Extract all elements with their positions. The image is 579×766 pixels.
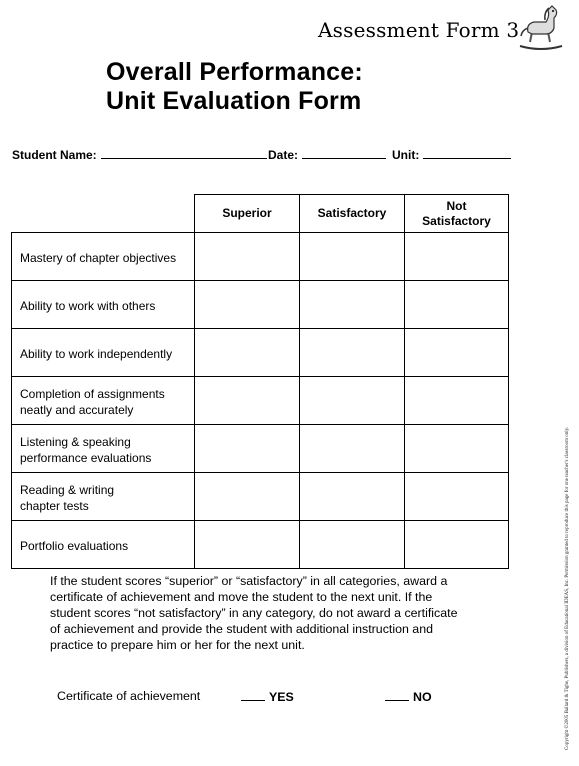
rating-cell-satisfactory[interactable]: [300, 473, 405, 521]
title-line-1: Overall Performance:: [106, 58, 363, 86]
table-header-row: [12, 195, 509, 233]
instructions-paragraph: If the student scores “superior” or “satisfactory” in all categories, award a certificate of achievement and move the student to the next unit. If the student scores “not satisfactory” in any category, do not award a certificate of achievement and provide the student with additional instruction and practice to prepare him or her for the next unit.: [50, 574, 458, 652]
table-row: [12, 233, 509, 281]
criterion-text: Completion of assignments: [20, 386, 165, 401]
rating-cell-not-satisfactory[interactable]: [405, 473, 509, 521]
header-blank-cell: [12, 195, 195, 233]
rating-cell-not-satisfactory[interactable]: [405, 377, 509, 425]
column-header-superior: Superior: [195, 195, 300, 233]
student-name-label: Student Name:: [12, 148, 97, 162]
column-header-satisfactory: Satisfactory: [300, 195, 405, 233]
rating-cell-satisfactory[interactable]: [300, 329, 405, 377]
no-blank[interactable]: [385, 689, 409, 701]
yes-label: YES: [269, 690, 294, 704]
rating-cell-not-satisfactory[interactable]: [405, 425, 509, 473]
not-satisfactory-line-1: Not: [446, 198, 467, 213]
criterion-text: Ability to work with others: [20, 298, 156, 313]
title-line-2: Unit Evaluation Form: [106, 87, 362, 115]
rating-cell-not-satisfactory[interactable]: [405, 329, 509, 377]
criterion-text-line-2: chapter tests: [20, 498, 89, 513]
rating-cell-superior[interactable]: [195, 233, 300, 281]
not-satisfactory-line-2: Satisfactory: [422, 213, 491, 228]
criterion-text: Portfolio evaluations: [20, 538, 129, 553]
rating-cell-superior[interactable]: [195, 281, 300, 329]
criterion-text: Reading & writing: [20, 482, 115, 497]
criterion-text: Listening & speaking: [20, 434, 131, 449]
rating-cell-satisfactory[interactable]: [300, 521, 405, 569]
rating-cell-not-satisfactory[interactable]: [405, 521, 509, 569]
table-row: [12, 329, 509, 377]
unit-label: Unit:: [392, 148, 420, 162]
student-name-group: [12, 146, 267, 162]
unit-group: [392, 146, 511, 162]
rating-cell-not-satisfactory[interactable]: [405, 281, 509, 329]
criterion-text: Mastery of chapter objectives: [20, 250, 177, 265]
copyright-notice: Copyright ©2005 Ballard & Tighe, Publishers, a division of Educational IDEAS, Inc. Permission granted to reproduce this page for one teacher's classroom only.: [565, 426, 570, 750]
certificate-label: Certificate of achievement: [57, 689, 201, 703]
no-label: NO: [413, 690, 432, 704]
evaluation-table: [11, 194, 509, 569]
yes-blank[interactable]: [241, 689, 265, 701]
form-label: Assessment Form 3: [318, 18, 520, 42]
criterion-cell: [12, 329, 195, 377]
page-title: [106, 58, 363, 116]
criterion-text: Ability to work independently: [20, 346, 173, 361]
criterion-text-line-2: performance evaluations: [20, 450, 152, 465]
date-field[interactable]: [302, 146, 386, 159]
rating-cell-satisfactory[interactable]: [300, 233, 405, 281]
criterion-text-line-2: neatly and accurately: [20, 402, 134, 417]
rocking-horse-logo: [516, 2, 566, 50]
rating-cell-satisfactory[interactable]: [300, 377, 405, 425]
rating-cell-superior[interactable]: [195, 329, 300, 377]
criterion-cell: [12, 425, 195, 473]
rating-cell-superior[interactable]: [195, 521, 300, 569]
date-label: Date:: [268, 148, 299, 162]
rating-cell-superior[interactable]: [195, 377, 300, 425]
student-name-field[interactable]: [101, 146, 267, 159]
criterion-cell: [12, 377, 195, 425]
yes-option[interactable]: [241, 689, 294, 704]
certificate-row: [57, 689, 457, 703]
table-row: [12, 521, 509, 569]
table-row: [12, 473, 509, 521]
table-row: [12, 377, 509, 425]
criterion-cell: [12, 473, 195, 521]
no-option[interactable]: [385, 689, 432, 704]
rating-cell-satisfactory[interactable]: [300, 281, 405, 329]
rating-cell-satisfactory[interactable]: [300, 425, 405, 473]
table-row: [12, 281, 509, 329]
rating-cell-superior[interactable]: [195, 425, 300, 473]
date-group: [268, 146, 386, 162]
rating-cell-superior[interactable]: [195, 473, 300, 521]
criterion-cell: [12, 521, 195, 569]
unit-field[interactable]: [423, 146, 511, 159]
criterion-cell: [12, 281, 195, 329]
rating-cell-not-satisfactory[interactable]: [405, 233, 509, 281]
column-header-not-satisfactory: [405, 195, 509, 233]
criterion-cell: [12, 233, 195, 281]
table-row: [12, 425, 509, 473]
